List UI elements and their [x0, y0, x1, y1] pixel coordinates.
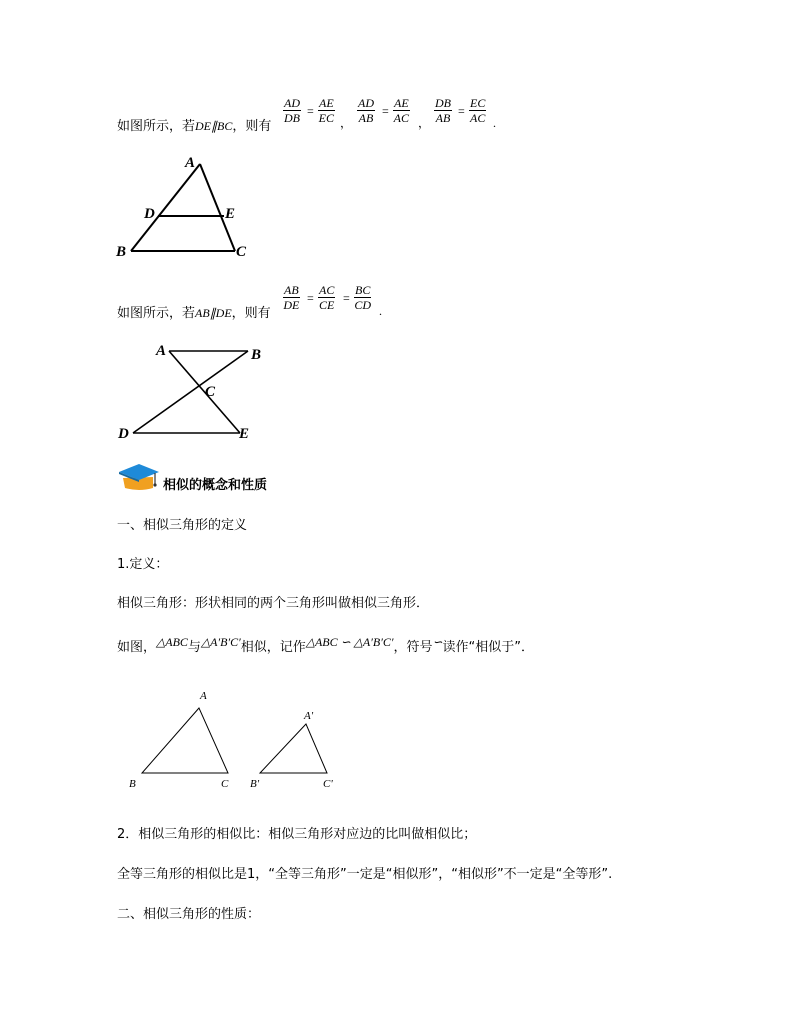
label-c: C — [205, 384, 216, 400]
section2-title: 二、相似三角形的性质： — [117, 907, 261, 922]
block2-text — [117, 305, 271, 322]
block2-condition: AB∥DE — [195, 306, 232, 320]
fraction-den: AB — [435, 111, 451, 125]
fraction-num: AE — [394, 96, 409, 110]
label-d: D — [118, 426, 129, 442]
fraction-den: EC — [318, 111, 334, 125]
label-c-prime: C' — [323, 778, 333, 790]
fraction-num: AD — [284, 96, 300, 110]
block1-prefix: 如图所示，若 — [117, 119, 196, 134]
label-a: A — [185, 155, 196, 171]
definition-title: 1.定义： — [117, 557, 169, 572]
fraction-den: AC — [470, 111, 486, 125]
section-heading: 相似的概念和性质 — [163, 478, 268, 493]
fraction-num: AC — [319, 283, 335, 297]
block2-then: ，则有 — [231, 306, 271, 321]
fraction-den: AC — [393, 111, 409, 125]
fraction-num: DB — [435, 96, 451, 110]
graduation-cap-icon — [117, 462, 161, 490]
fraction-ad-ab — [357, 96, 375, 126]
period: . — [493, 116, 496, 130]
block1-condition: DE∥BC — [195, 119, 233, 133]
fraction-ad-db — [283, 96, 301, 126]
example-part: 如图， — [117, 640, 157, 655]
congruent-text: 全等三角形的相似比是1，“全等三角形”一定是“相似形”，“相似形”不一定是“全等形”. — [117, 867, 613, 882]
example-text — [117, 635, 535, 656]
similar-symbol: ∽ — [432, 635, 443, 649]
example-part: 相似，记作 — [240, 640, 306, 655]
triangle-abc: △ABC — [156, 635, 188, 649]
example-part: 与 — [187, 640, 201, 655]
example-part: ，符号 — [393, 640, 433, 655]
block1-then: ，则有 — [232, 119, 272, 134]
fraction-ae-ec — [318, 96, 335, 126]
equals-sign: = — [382, 104, 389, 118]
block1-text — [117, 118, 271, 135]
equals-sign: = — [307, 291, 314, 305]
label-d: D — [144, 206, 155, 222]
label-c: C — [221, 778, 229, 790]
fraction-ab-de — [283, 283, 300, 313]
block2-prefix: 如图所示，若 — [117, 306, 196, 321]
fraction-num: AD — [358, 96, 374, 110]
fraction-ac-ce — [318, 283, 335, 313]
label-e: E — [225, 206, 236, 222]
fraction-den: CD — [354, 298, 371, 312]
fraction-num: EC — [470, 96, 486, 110]
label-b: B — [116, 244, 127, 260]
label-e: E — [239, 426, 250, 442]
fraction-num: AE — [319, 96, 334, 110]
definition-text: 相似三角形：形状相同的两个三角形叫做相似三角形． — [117, 596, 430, 611]
section1-title: 一、相似三角形的定义 — [117, 518, 248, 533]
example-part: 读作“相似于”． — [442, 640, 535, 655]
equals-sign: = — [458, 104, 465, 118]
label-a: A — [200, 690, 207, 702]
fraction-ae-ac — [393, 96, 410, 126]
triangle-a-prime: △A′B′C′ — [200, 635, 241, 649]
fraction-den: AB — [358, 111, 374, 125]
period: . — [379, 304, 382, 318]
fraction-num: BC — [355, 283, 371, 297]
label-c: C — [236, 244, 247, 260]
ratio-text: 2．相似三角形的相似比：相似三角形对应边的比叫做相似比； — [117, 827, 477, 842]
separator: ， — [418, 116, 431, 130]
fraction-den: CE — [319, 298, 335, 312]
fraction-ec-ac — [469, 96, 486, 126]
separator: ， — [340, 116, 353, 130]
fraction-num: AB — [284, 283, 299, 297]
figure-similar-triangles — [120, 683, 350, 795]
label-a: A — [156, 343, 167, 359]
fraction-den: DB — [284, 111, 300, 125]
label-b: B — [251, 347, 262, 363]
fraction-db-ab — [434, 96, 452, 126]
figure-hourglass — [112, 340, 272, 445]
label-a-prime: A' — [304, 710, 314, 722]
equals-sign: = — [343, 291, 350, 305]
figure-triangle-parallel — [110, 150, 260, 262]
equals-sign: = — [307, 104, 314, 118]
label-b: B — [129, 778, 136, 790]
similarity-expression: △ABC ∽ △A′B′C′ — [305, 635, 394, 649]
fraction-bc-cd — [354, 283, 371, 313]
fraction-den: DE — [283, 298, 300, 312]
label-b-prime: B' — [250, 778, 260, 790]
